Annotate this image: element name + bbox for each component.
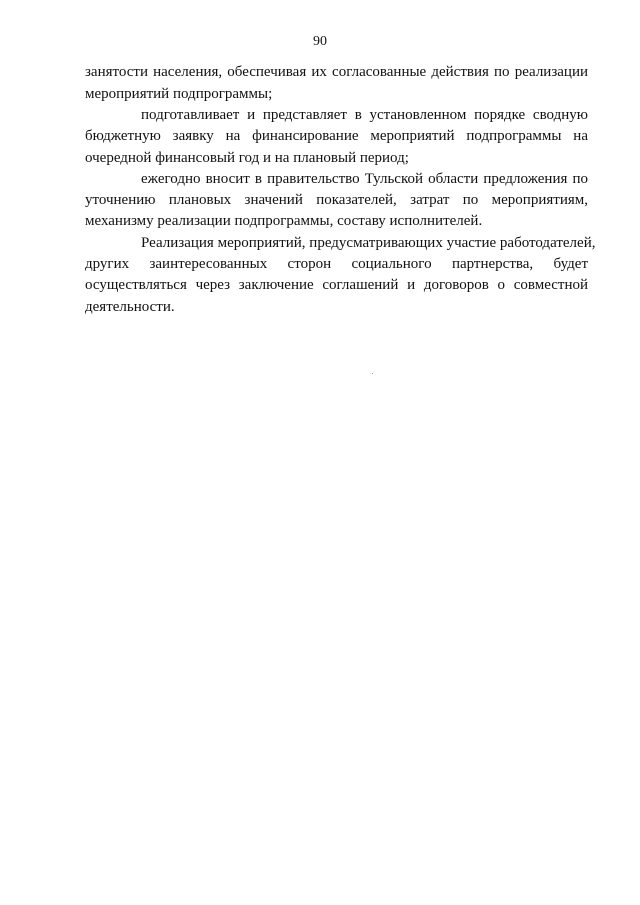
paragraph-line-11: осуществляться через заключение соглашений и договоров о совместной (85, 277, 588, 293)
paragraph-line-9: Реализация мероприятий, предусматривающих участие работодателей, (141, 235, 596, 251)
paragraph-line-12: деятельности. (85, 299, 175, 315)
paragraph-line-8: механизму реализации подпрограммы, составу исполнителей. (85, 213, 483, 229)
paragraph-line-5: очередной финансовый год и на плановый период; (85, 150, 409, 166)
paragraph-line-7: уточнению плановых значений показателей, затрат по мероприятиям, (85, 192, 588, 208)
paragraph-line-6: ежегодно вносит в правительство Тульской области предложения по (141, 171, 588, 187)
scan-speck (372, 373, 373, 374)
paragraph-line-4: бюджетную заявку на финансирование мероприятий подпрограммы на (85, 128, 588, 144)
paragraph-line-3: подготавливает и представляет в установленном порядке сводную (141, 107, 588, 123)
paragraph-line-2: мероприятий подпрограммы; (85, 86, 273, 102)
page-number: 90 (313, 34, 327, 49)
paragraph-line-1: занятости населения, обеспечивая их согласованные действия по реализации (85, 64, 588, 80)
paragraph-line-10: других заинтересованных сторон социального партнерства, будет (85, 256, 588, 272)
